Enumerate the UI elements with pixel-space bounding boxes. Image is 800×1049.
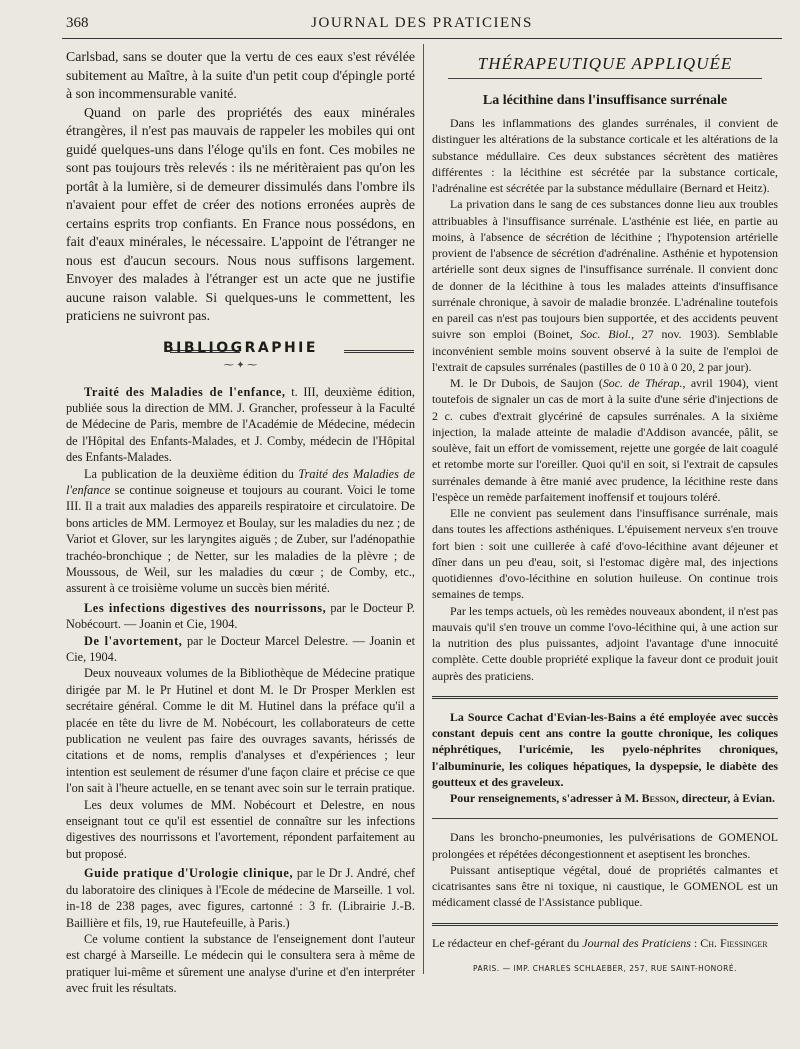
book-review-3b: Les deux volumes de MM. Nobécourt et Delestre, en nous enseignant tout ce qu'il est essentiel de connaître sur les infections digestives des nourrissons et l'avortement, répondent parfaitement au but proposé. [66,797,415,861]
book-title-2: Les infections digestives des nourrissons, [84,600,327,615]
book-entry-1 [66,384,415,466]
article-paragraph-1: Dans les inflammations des glandes surrénales, il convient de distinguer les altérations de la substance corticale et les altérations de la substance médullaire. Ces deux substances sécrètent des matières différentes : la lécithine est sécrétée par la substance corticale, l'adrénaline est sécrétée par la substance médullaire (Bernard et Heitz). [432,116,778,195]
article-text: , 27 nov. 1903). Semblable inconvénient semble moins souvent observé à la suite de l'emploi de l'extrait de capsules surrénales (pastilles de 0 10 à 0 20, 2 par jour). [432,327,778,374]
advert-separator [432,696,778,699]
page-header [62,10,782,39]
advert-evian [432,709,778,790]
article-text: La privation dans le sang de ces substances donne lieu aux troubles attribuables à l'insuffisance surrénale. L'asthénie est liée, en partie au moins, à l'absence de sécrétion de lécithine ; l'hypotension artérielle provient de l'absence de sécrétion d'adrénaline. Asthénie et hypotension artérielle sont deux signes de l'insuffisance surrénale. Il convient donc de donner de la lécithine à tous les malades atteints d'insuffisance surrénale chronique, à savoir de maladie bronzée. L'adrénaline toutefois en pareil cas n'est pas toujours bien supportée, et des accidents peuvent suivre son emploi (Boinet, [432,197,778,342]
book-title-1: Traité des Maladies de l'enfance, [84,384,286,399]
article-heading: La lécithine dans l'insuffisance surrénale [482,93,728,108]
advert-gomenol-2: Puissant antiseptique végétal, doué de propriétés calmantes et cicatrisantes sans être ni toxique, ni caustique, le GOMENOL est un médicament classé de l'Assistance publique. [432,862,778,910]
editor-signature [432,936,778,951]
book-details-4: par le Dr J. André, chef du laboratoire des cliniques à l'Ecole de médecine de Marseille. 1 vol. in-18 de 238 pages, avec figures, cartonné : 3 fr. (Librairie J.-B. Baillière et fils, 19, rue Hautefeuille, à Paris.) [66,866,415,930]
book-title-3: De l'avortement, [84,633,183,648]
bibliography-heading-block [66,340,415,384]
left-paragraph-1: Carlsbad, sans se douter que la vertu de ces eaux s'est révélée subitement au Maître, à la suite d'un petit coup d'épingle porté à son incommensurable vanité. [66,49,415,101]
review-text: La publication de la deuxième édition du [84,466,299,481]
citation-italic: Soc. Biol. [580,327,632,342]
advert-evian-contact [432,790,778,806]
citation-italic: Soc. de Thérap. [602,376,683,390]
advert-separator-2 [432,818,778,819]
book-entry-2 [66,600,415,633]
column-divider [423,44,424,974]
book-review-4: Ce volume contient la substance de l'enseignement dont l'auteur est chargé à Marseille. Le médecin qui le consultera sera à même de pratiquer lui-même et sûrement une analyse d'urine et d'en interpréter avec fruit les résultats. [66,931,415,996]
review-text: se continue soigneuse et toujours au courant. Voici le tome III. Il a trait aux maladies des appareils respiratoire et circulatoire. De bons articles de MM. Lermoyez et Boulay, sur les maladies du nez ; de Variot et Glover, sur les laryngites aiguës ; de Zuber, sur l'adénopathie trachéo-bronchique ; de Netter, sur les maladies de la plèvre ; de Moussous, de Weil, sur les maladies du cœur ; de Comby, etc., assurent à ce troisième volume un succès bien mérité. [66,482,415,596]
advert-gomenol-1: Dans les broncho-pneumonies, les pulvérisations de GOMENOL prolongées et répétées décongestionnent et aseptisent les bronches. [432,830,778,861]
signature-separator [432,923,778,926]
section-heading: THÉRAPEUTIQUE APPLIQUÉE [448,54,762,79]
advert-evian-text: a été employée avec succès constant depuis cent ans contre la goutte chronique, les coliques néphrétiques, l'uricémie, les pyelo-néphrites chroniques, l'albuminurie, les coliques hépatiques, la dyspepsie, le diabète des goutteux et des graveleux. [432,709,778,789]
article-text: , avril 1904), vient toutefois de signaler un cas de mort à la suite d'une série d'injections de 2 c. cubes d'extrait glycériné de capsules surrénales. A la sixième injection, la malade atteinte de maladie d'Addison avancée, pâlit, se soulève, fait un effort de vomissement, rejette une gorgée de lait coagulé et retombe morte sur l'oreiller. Quoi qu'il en soit, si l'extrait de capsules surrénales demande à être manié avec prudence, la lécithine reste dans l'espèce un remède parfaitement inoffensif et toujours toléré. [432,376,779,504]
advert-evian-title: La Source Cachat d'Evian-les-Bains [450,709,637,724]
book-entry-4 [66,865,415,931]
article-paragraph-5: Par les temps actuels, où les remèdes nouveaux abondent, il n'est pas mauvais qu'il s'en trouve un comme l'ovo-lécithine qui, à une action sur la nutrition des plus puissantes, adjoint l'avantage d'une innocuité complète. Cette double propriété explique la faveur dont ce produit jouit auprès des praticiens. [432,603,778,683]
advert-contact-name: Besson [641,791,676,805]
journal-title: JOURNAL DES PRATICIENS [311,15,533,31]
book-details-3: par le Docteur Marcel Delestre. — Joanin et Cie, 1904. [66,633,415,664]
heading-rule-right [344,350,414,353]
bibliography-heading: BIBLIOGRAPHIE [163,339,318,356]
article-paragraph-4: Elle ne convient pas seulement dans l'insuffisance surrénale, mais dans toutes les affections asthéniques. L'épuisement nerveux s'en trouve fort bien : soit une cuillerée à café d'ovo-lécithine avant déjeuner et dîner dans un peu d'eau, soit, si l'estomac digère mal, des injections quotidiennes d'ovo-lécithine en solution huileuse. On continue trois semaines de temps. [432,506,778,602]
review-italic-title: Traité des Maladies de l'enfance [66,466,416,497]
book-title-4: Guide pratique d'Urologie clinique, [84,866,294,881]
article-text: M. le Dr Dubois, de Saujon ( [450,376,603,390]
article-paragraph-3 [432,375,778,505]
advert-text: , directeur, à Evian. [675,791,775,805]
book-review-3a: Deux nouveaux volumes de la Bibliothèque de Médecine pratique dirigée par M. le Pr Hutinel et dont M. le Dr Prosper Merklen est secrétaire général. Comme le dit M. Hutinel dans la préface qu'il a placée en tête du livre de M. Nobécourt, les collaborateurs de cette publication ne veulent pas faire des ouvrages savants, hérissés de citations et de noms, remplis d'analyses et d'expériences ; leur intention est seulement de résumer d'une façon claire et précise ce que l'on sait à l'heure actuelle, en se tenant avec soin sur le terrain pratique. [66,666,415,796]
printer-imprint: PARIS. — IMP. CHARLES SCHLAEBER, 257, RUE SAINT-HONORÉ. [472,963,738,973]
advert-text: Pour renseignements, s'adresser à M. [450,791,642,805]
right-column [432,48,778,973]
page-number: 368 [66,15,89,31]
book-review-1 [66,466,415,597]
book-details-1: t. III, deuxième édition, publiée sous la direction de MM. J. Grancher, professeur à la Faculté de Médecine de Paris, membre de l'Académie de Médecine, médecin de l'Hôpital des Enfants-Malades, et J. Comby, médecin de l'Hôpital des Enfants-Malades. [66,384,415,465]
signature-editor: : Ch. Fiessinger [690,935,768,950]
bibliography-ornament: ⁓ ✦ ⁓ [223,359,258,371]
signature-text: Le rédacteur en chef-gérant du [432,935,583,950]
left-column [66,48,415,997]
book-details-2: par le Docteur P. Nobécourt. — Joanin et Cie, 1904. [66,600,416,632]
book-entry-3 [66,633,415,666]
article-paragraph-2 [432,196,778,375]
left-paragraph-2: Quand on parle des propriétés des eaux minérales étrangères, il n'est pas mauvais de rappeler les mobiles qui ont guidé quelques-uns dans l'éloge qu'ils en font. Ces mobiles ne sont pas toujours très relevés : ils ne méritèraient pas qu'on les portât à la lumière, si de demeurer dissimulés dans l'ombre ils n'avaient pour effet de créer des notions erronées auprès de certains esprits trop confiants. En France nous possédons, en fait d'eaux minérales, le nécessaire. L'appoint de l'étranger ne nous est d'aucun secours. Nous nous suffisons largement. Envoyer des malades à l'étranger est un acte que ne justifie aucune raison valable. Si quelques-uns le commettent, les praticiens ne suivront pas. [66,104,415,323]
signature-journal: Journal des Praticiens [582,935,691,950]
